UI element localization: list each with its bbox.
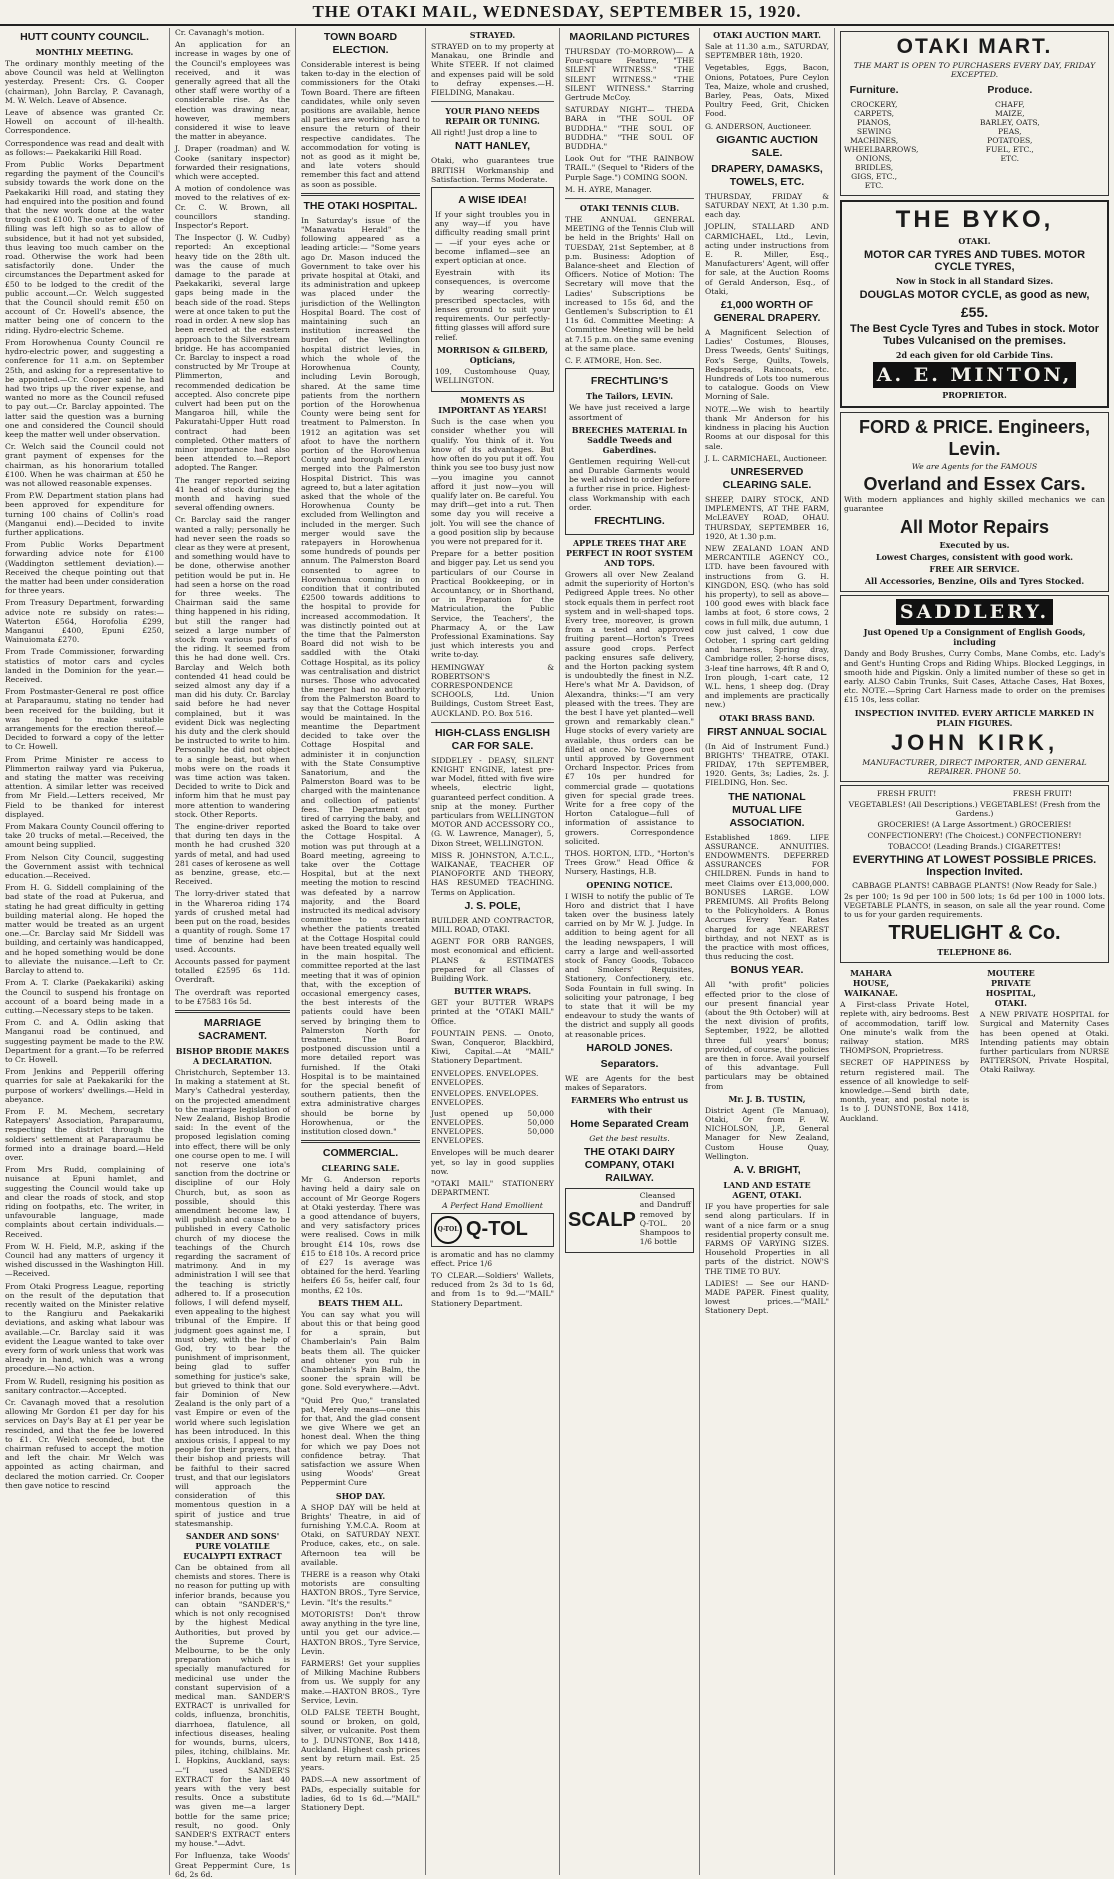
fruit-left: FRESH FRUIT! bbox=[876, 788, 937, 798]
moutere-col bbox=[980, 966, 1109, 1126]
mahara-heading: MAHARA HOUSE, WAIKANAE. bbox=[844, 968, 898, 999]
paragraph: From Public Works Department regarding the payment of the Council's subsidy towards the work done on the Paekakariki Hill road, and stating they had enquired into the position and found that the new work done at the water trough cost £100. The outer edge of the filling was left high so as to allow of subsidence, but it had not yet subsided, thus leaving too much camber on the road. Otherwise the work had been satisfactorily done. Under the circumstances the Department asked for £50 to be lodged to the credit of the public account.—Cr. Welch suggested that the Council should remit £50 on account of Cr. Howell's absence, the matter being one of concern to the riding. Hydro-electric Scheme. bbox=[5, 160, 164, 335]
scalp-name: SCALP bbox=[568, 1208, 636, 1231]
truelight-title: TRUELIGHT & Co. bbox=[888, 922, 1061, 945]
morrison-gilberd: MORRISON & GILBERD, Opticians, bbox=[437, 344, 548, 365]
column-1 bbox=[0, 28, 170, 1875]
paragraph: You can say what you will about this or that being good for a sprain, but Chamberlain's Pain Balm beats them all. The quicker and ohtener you rub in Chamberlain's Pain Balm, the sooner the sprain will be gone. Sold everywhere.—Advt. bbox=[301, 1309, 420, 1393]
moutere-heading: MOUTERE PRIVATE HOSPITAL, OTAKI. bbox=[985, 968, 1036, 1009]
paragraph: Cr. Cavanagh's motion. bbox=[175, 28, 265, 37]
produce-list: CHAFF, MAIZE, BARLEY, OATS, PEAS, POTATOES, FUEL, ETC., ETC. bbox=[979, 100, 1040, 163]
conf: CONFECTIONERY! (The Choicest.) CONFECTIONERY! bbox=[867, 830, 1082, 840]
qtol-badge-icon: Q-TOL bbox=[434, 1216, 462, 1244]
paragraph: THE ANNUAL GENERAL MEETING of the Tennis Club will be held in the Brights' Hall on TUESDAY, 21st September, at 8 p.m. Business: Adoption of Balance-sheet and Election of Officers. Notice of Motion: The Secretary will move that the Ladies' Subscriptions be increased to 15s 6d, and the Gentlemen's Subscription to £1 11s 6d. Committee Meeting: A Committee Meeting will be held at 7.15 p.m. on the same evening at the same place. bbox=[565, 215, 694, 353]
clearing-sale-heading: UNRESERVED CLEARING SALE. bbox=[722, 465, 812, 491]
paragraph: GET your BUTTER WRAPS printed at the "OTAKI MAIL" Office. bbox=[431, 998, 554, 1026]
paragraph: I WISH to notify the public of Te Horo and district that I have taken over the business lately carried on by Mr W. J. Judge. In addition to being agent for all the leading newspapers, I will carry a large and well-assorted stock of Fancy Goods, Tobacco and Smokers' Requisites, Stationery, Confectionery, etc. Soda Fountain in full swing. In soliciting your patronage, I beg to state that it will be my endeavour to study the wants of the district and supply all goods at reasonable prices. bbox=[565, 891, 694, 1039]
opening-heading: OPENING NOTICE. bbox=[586, 879, 673, 890]
paragraph: From Otaki Progress League, reporting on the result of the deputation that recently waited on the Minister relative to the Rangiuru and Paekakariki deviations, and asking what labour was available.—Cr. Barclay said it was evident the League wanted to take over every form of work unless that work was already in hand, which was a wrong procedure.—No action. bbox=[5, 1281, 164, 1374]
truelight-ad bbox=[840, 785, 1109, 964]
paragraph: Envelopes will be much dearer yet, so lay in good supplies now. bbox=[431, 1148, 554, 1176]
best-results: Get the best results. bbox=[589, 1134, 670, 1144]
land-agent: LAND AND ESTATE AGENT, OTAKI. bbox=[723, 1180, 811, 1201]
qtol-tag: A Perfect Hand Emollient bbox=[442, 1200, 543, 1210]
paragraph: A SHOP DAY will be held at Brights' Theatre, in aid of furnishing Y.M.C.A. Room at Otaki, on SATURDAY NEXT. Produce, cakes, etc., on sale. Afternoon tea will be available. bbox=[301, 1502, 420, 1567]
douglas: DOUGLAS MOTOR CYCLE, as good as new, bbox=[859, 289, 1090, 301]
ford-price-ad bbox=[840, 412, 1109, 592]
hutt-heading: HUTT COUNTY COUNCIL. bbox=[20, 31, 149, 43]
column-3 bbox=[296, 28, 426, 1875]
apple-heading: APPLE TREES THAT ARE PERFECT IN ROOT SYSTEM AND TOPS. bbox=[566, 537, 693, 568]
cream: Home Separated Cream bbox=[570, 1118, 689, 1131]
separators: Separators. bbox=[600, 1057, 659, 1070]
av-bright: A. V. BRIGHT, bbox=[733, 1164, 801, 1177]
paragraph: From Public Works Department forwarding advice note for £100 (Waddington settlement deviation).—Received the cheque pointing out that the matter had been under consideration for three years. bbox=[5, 540, 164, 596]
moments-heading: MOMENTS AS IMPORTANT AS YEARS! bbox=[438, 395, 547, 416]
paragraph: If your sight troubles you in any way—if you have difficulty reading small print— —if your eyes ache or become inflamed—see an expert optician at once. bbox=[435, 210, 550, 266]
paragraph: Just opened up 50,000 ENVELOPES. 50,000 ENVELOPES. 50,000 ENVELOPES. bbox=[431, 1108, 554, 1146]
paragraph: MOTORISTS! Don't throw away anything in the tyre line, until you get our advice.— HAXTON BROS., Tyre Service, Levin. bbox=[301, 1609, 420, 1656]
envelopes-list: ENVELOPES. ENVELOPES. ENVELOPES. bbox=[431, 1068, 539, 1087]
paragraph: From P.W. Department station plans had been approved for expenditure for turning 100 chains of Collin's road (Manganui end).—Decided to invite further applications. bbox=[5, 491, 164, 537]
paragraph: Cleansed and Dandruff removed by Q-TOL. 20 Shampoos to 1/6 bottle bbox=[639, 1191, 691, 1247]
paragraph: STRAYED on to my property at Manakau, one Brindle and White STEER. If not claimed and expenses paid will be sold to defray expenses.—H. FIELDING, Manakau. bbox=[431, 42, 554, 98]
paragraph: Look Out for "THE RAINBOW TRAIL." (Sequel to "Riders of the Purple Sage.") COMING SOON. bbox=[565, 154, 694, 182]
groc: GROCERIES! (A Large Assortment.) GROCERIES! bbox=[877, 819, 1072, 829]
paragraph: SATURDAY NIGHT— THEDA BARA in "THE SOUL OF BUDDHA." "THE SOUL OF BUDDHA." "THE SOUL OF BUDDHA." bbox=[565, 105, 694, 152]
auction-mart-heading: OTAKI AUCTION MART. bbox=[713, 30, 821, 40]
natt-hanley: NATT HANLEY, bbox=[454, 140, 531, 153]
paragraph: The overdraft was reported to be £7583 16s 5d. bbox=[175, 987, 290, 1006]
paragraph: From Treasury Department, forwarding advice note re subsidy on rates:—Waterton £564, Horofolia £299, Manganui £400, Epuni £250, Wainuiomata £270. bbox=[5, 598, 164, 645]
paragraph: 109, Customhouse Quay, WELLINGTON. bbox=[435, 366, 550, 386]
produce-col bbox=[980, 81, 1105, 192]
paragraph: (In Aid of Instrument Fund.) BRIGHTS' THEATRE, OTAKI. FRIDAY, 17th SEPTEMBER, 1920. Gents, 3s; Ladies, 2s. J. FIELDING, Hon. Sec. bbox=[705, 741, 829, 788]
frechtling-ad bbox=[565, 368, 694, 535]
paragraph: From W. H. Field, M.P., asking if the Council had any matters of urgency it wished discussed in the Washington Hill.—Received. bbox=[5, 1241, 164, 1279]
divider bbox=[301, 193, 420, 196]
paragraph: M. H. AYRE, Manager. bbox=[565, 184, 652, 194]
consign: Just Opened Up a Consignment of English Goods, including bbox=[863, 627, 1086, 648]
tob: TOBACCO! (Leading Brands.) CIGARETTES! bbox=[887, 841, 1061, 851]
strayed-heading: STRAYED. bbox=[469, 30, 516, 40]
paragraph: FOUNTAIN PENS. — Onoto, Swan, Conqueror, Blackbird, Kiwi, Capital.—At "MAIL" Stationery Department. bbox=[431, 1028, 554, 1066]
byko-otaki: OTAKI. bbox=[958, 236, 991, 246]
paragraph: Cr. Barclay said the ranger wanted a rally; personally he had never seen the roads so clear as they were at present, and something would have to be done, otherwise another petition would be put in. He had seen a horse on the road for three weeks. The Chairman said the same thing happened in his riding, but still the ranger had seized a large number of stock from various parts of the riding. It seemed from this he had done well. Crs. Barclay and Welch both contended 41 head could be seized almost any day if a man did his duty. Cr. Barclay said before he had never complained, but it was evident Dick was neglecting his duty and the clerk should be instructed to write to him. Personally he did not object to a single beast, but when mobs were on the roads it was time action was taken. Decided to write to Dick and inform him that he must pay more attention to wandering stock. Other Reports. bbox=[175, 515, 290, 819]
paragraph: All right! Just drop a line to bbox=[431, 128, 537, 138]
paragraph: From A. T. Clarke (Paekakariki) asking the Council to suspend his frontage on account of a board being made in a cutting.—Necessary steps to be taken. bbox=[5, 978, 164, 1015]
pole-heading: J. S. POLE, bbox=[464, 899, 521, 912]
paragraph: We have just received a large assortment of bbox=[569, 403, 690, 422]
everything: EVERYTHING AT LOWEST POSSIBLE PRICES. Inspection Invited. bbox=[852, 853, 1097, 878]
produce-heading: Produce. bbox=[987, 84, 1033, 96]
paragraph: THURSDAY (TO-MORROW)— A Four-square Feature, "THE SILENT WITNESS." "THE SILENT WITNESS." "THE SILENT WITNESS." Starring Gertrude McCoy. bbox=[565, 47, 694, 103]
brass-band: OTAKI BRASS BAND. bbox=[719, 712, 815, 723]
paragraph: Gentlemen requiring Well-cut and Durable Garments would be well advised to order before a further rise in price. Highest-class Workmanship with each order. bbox=[569, 456, 690, 512]
paragraph: Considerable interest is being taken to-day in the election of commissioners for the Otaki Town Board. There are fifteen candidates, while only seven positions are available, hence all parties are working hard to ensure the return of their respective candidates. The accommodation for voting is not as good as it might be, and late voters should remember this fact and attend as soon as possible. bbox=[301, 60, 420, 189]
paragraph: "Quid Pro Quo," translated pat, Merely means—one this for that, And the glad consent we give Where we get an honest deal. When the thing for which we pay Does not confidence betray. That satisfaction we assure When using Woods' Great Peppermint Cure bbox=[301, 1395, 420, 1488]
maoriland-heading: MAORILAND PICTURES bbox=[569, 31, 690, 43]
marriage-heading: MARRIAGE SACRAMENT. bbox=[198, 1016, 267, 1042]
fruit-right: FRESH FRUIT! bbox=[1012, 788, 1072, 798]
paragraph: District Agent (Te Manuao), Otaki, Or from F. W. NICHOLSON, J.P., General Manager for New Zealand, Custom House Quay, Wellington. bbox=[705, 1105, 829, 1161]
paragraph: Eyestrain with its consequences, is overcome by wearing correctly-prescribed spectacles, with lenses ground to suit your requirements. Our perfectly-fitting glasses will afford sure relief. bbox=[435, 268, 550, 342]
paragraph: Can be obtained from all chemists and stores. There is no reason for putting up with inferior brands, because you can obtain "SANDER'S," which is not only recognised by the highest Medical Authorities, but proved by the Supreme Court, Melbourne, to be the only preparation which is specially manufactured for medicinal use under the constant supervision of a medical man. SANDER'S EXTRACT is unrivalled for colds, influenza, bronchitis, diarrhoea, flatulence, all infectious diseases, healing for wounds, burns, ulcers, piles, itching, chilblains. Mr. I. Hopkins, Auckland, says:—"I used SANDER'S EXTRACT for the last 40 years with the very best results. Once a substitute was given me—a larger bottle for the same price; result, no good. Only SANDER'S EXTRACT enters my house."—Advt. bbox=[175, 1563, 290, 1849]
paragraph: Cr. Cavanagh moved that a resolution allowing Mr Gordon £1 per day for his services on Day's Bay at £1 per year be rescinded, and that the fee be lowered to £1. Cr. Welch seconded, but the chairman refused to accept the motion and left the chair. Mr Welch was appointed as acting chairman, and declared the motion carried. Cr. Cooper then gave notice to rescind bbox=[5, 1398, 164, 1490]
kirk-title: JOHN KIRK, bbox=[890, 729, 1059, 755]
fruit-row bbox=[844, 789, 1105, 798]
paragraph: Cr. Welch said the Council could not grant payment of expenses for the chairman, as his honorarium totalled £100. When he was chairman at £50 he was not allowed reasonable expenses. bbox=[5, 442, 164, 488]
paragraph: The lorry-driver stated that in the Whareroa riding 174 yards of crushed metal had been put on the road, besides a quantity of rough. Some 17 time of benzine had been used. Accounts. bbox=[175, 889, 290, 954]
paragraph: From Jenkins and Pepperill offering quarries for sale at Paekakariki for the purpose of workers' dwellings.—Held in abeyance. bbox=[5, 1067, 164, 1104]
paragraph: From H. G. Siddell complaining of the bad state of the road at Pukerua, and stating he had great difficulty in getting building material along. He hoped the matter would be treated as an urgent one.—Cr. Barclay said Mr Siddell was building, and certainly was handicapped, and he hoped something would be done to alleviate the nuisance.—Left to Cr. Barclay to attend to. bbox=[5, 883, 164, 976]
paragraph: From Mrs Rudd, complaining of nuisance at Epuni hamlet, and suggesting the Council would take up and clear the roads of stock, and stop riding on footpaths, etc. The writer, in unfavourable language, made complaints about certain individuals.—Received. bbox=[5, 1165, 164, 1239]
paragraph: IF you have properties for sale send along particulars. If in want of a nice farm or a snug residential property consult me. FARMS OF VARYING SIZES. Household Properties in all parts of the district. NOW'S THE TIME TO BUY. bbox=[705, 1202, 829, 1276]
paragraph: "OTAKI MAIL" STATIONERY DEPARTMENT. bbox=[431, 1179, 554, 1198]
paragraph: The ordinary monthly meeting of the above Council was held at Wellington yesterday. Present: Crs. G. Cooper (chairman), John Barclay, P. Cavanagh, M. W. Welch. Leave of Absence. bbox=[5, 59, 164, 105]
divider bbox=[175, 1010, 290, 1013]
paragraph: A motion of condolence was moved to the relatives of ex-Cr. C. W. Brown, all councillors standing. Inspector's Report. bbox=[175, 184, 290, 231]
masthead: THE OTAKI MAIL, WEDNESDAY, SEPTEMBER 15, 1920. bbox=[0, 0, 1114, 26]
butter-heading: BUTTER WRAPS. bbox=[453, 986, 532, 997]
paragraph: LADIES! — See our HAND-MADE PAPER. Finest quality, lowest prices.—"MAIL" Stationery Dept. bbox=[705, 1278, 829, 1316]
furniture-list: CROCKERY, CARPETS, PIANOS, SEWING MACHINES, WHEELBARROWS, ONIONS, BRIDLES, GIGS, ETC., ETC. bbox=[844, 100, 919, 190]
lowest: Lowest Charges, consistent with good work. bbox=[875, 552, 1074, 563]
paragraph: THURSDAY, FRIDAY & SATURDAY NEXT, At 1.30 p.m. each day. bbox=[705, 191, 829, 220]
proprietor: PROPRIETOR. bbox=[942, 390, 1007, 400]
paragraph: All "with profit" policies effected prior to the close of our present financial year (about the 9th October) will at the next division of profits, September, 1922, be allotted three full years' bonus; provided, of course, the policies are then in force. Avail yourself of this advantage. Full particulars may be obtained from bbox=[705, 980, 829, 1091]
air: FREE AIR SERVICE. bbox=[929, 564, 1020, 575]
paragraph: Such is the case when you consider whether you will qualify. You think of it. You know of its advantages. But how often do you put it off. You think you see too busy just now—you imagine you cannot afford it just now—you will qualify later on. Be careful. You may drift—get into a rut. Then some day you will receive a jolt. You will see the chance of a good position slip by because you were not prepared for it. bbox=[431, 417, 554, 546]
paragraph: J. L. CARMICHAEL, Auctioneer. bbox=[705, 453, 828, 463]
harold-jones: HAROLD JONES. bbox=[586, 1041, 673, 1054]
paragraph: Leave of absence was granted Cr. Howell on account of ill-health. Correspondence. bbox=[5, 108, 164, 136]
paragraph: From Postmaster-General re post office at Paraparaumu, stating no tender had been received for the building, but it was hoped to make suitable arrangements for the erection thereof.—Decided to forward a copy of the letter to Cr. Howell. bbox=[5, 687, 164, 752]
qtol-name: Q-TOL bbox=[466, 1218, 528, 1240]
divider bbox=[431, 722, 554, 723]
breeches: BREECHES MATERIAL In Saddle Tweeds and Gaberdines. bbox=[571, 424, 688, 455]
overland: Overland and Essex Cars. bbox=[863, 474, 1086, 494]
dairy-company: THE OTAKI DAIRY COMPANY, OTAKI RAILWAY. bbox=[584, 1146, 675, 1185]
column-6 bbox=[700, 28, 835, 1875]
paragraph: An application for an increase in wages by one of the Council's employees was received, and it was generally agreed that all the other staff were worthy of a considerable rise. As the election was drawing near, however, members considered it wise to leave the matter in abeyance. bbox=[175, 40, 290, 142]
paragraph: A NEW PRIVATE HOSPITAL for Surgical and Maternity Cases has been opened at Otaki. Intending patients may obtain further particulars from NURSE PATTERSON, Private Hospital, Otaki Railway. bbox=[979, 1010, 1109, 1075]
paragraph: Accounts passed for payment totalled £2595 6s 11d. Overdraft. bbox=[175, 956, 290, 985]
minton: A. E. MINTON, bbox=[873, 362, 1076, 388]
paragraph: From Horowhenua County Council re hydro-electric power, and suggesting a conference for 11 a.m. on September 25th, and asking for a representative to be appointed.—Cr. Cooper said he had had two trips up the river expense, and wanted no more as the Council refused to pay out.—Cr. Barclay appointed. The latter said the question was a burning one and considered the Council should keep the matter well under observation. bbox=[5, 337, 164, 439]
qtol-ad bbox=[431, 1213, 554, 1247]
paragraph: JOPLIN, STALLARD AND CARMICHAEL, Ltd., Levin, acting under instructions from E. R. Miller, Esq., Manufacturers' Agent, will offer for sale, at the Auction Rooms of Gerald Anderson, Esq., of Otaki, bbox=[705, 222, 829, 296]
tyres: MOTOR CAR TYRES AND TUBES. MOTOR CYCLE TYRES, bbox=[863, 249, 1086, 273]
paragraph: SECRET OF HAPPINESS by return registered mail. The essence of all knowledge to self-knowledge.—Send birth date, month, year, and postal note is 1s to J. DUNSTONE, Box 1418, Auckland. bbox=[840, 1058, 970, 1123]
telephone: TELEPHONE 86. bbox=[937, 947, 1012, 958]
column-2 bbox=[170, 28, 296, 1879]
national-mutual: THE NATIONAL MUTUAL LIFE ASSOCIATION. bbox=[728, 790, 806, 829]
paragraph: For Influenza, take Woods' Great Peppermint Cure, 1s 6d, 2s 6d. bbox=[175, 1851, 290, 1879]
bottom-row bbox=[840, 966, 1109, 1126]
paragraph: Prepare for a better position and bigger pay. Let us send you particulars of our Course in Practical Bookkeeping, or in Accountancy, or in Shorthand, or in Preparation for the Matriculation, the Public Service, the Teachers', the Pharmacy A, or the Law Professional Examinations. Say just which interests you and write to-day. bbox=[431, 549, 554, 660]
farmers: FARMERS Who entrust us with their bbox=[570, 1095, 689, 1116]
hutt-sub: MONTHLY MEETING. bbox=[35, 47, 134, 57]
paragraph: NOTE.—We wish to heartily thank Mr Anderson for his kindness in placing his Auction Rooms at our disposal for this sale. bbox=[705, 404, 829, 451]
paragraph: The engine-driver reported that during ten days in the month he had crushed 320 yards of metal, and had used 281 cases of kerosene as well as benzine, grease, etc.—Received. bbox=[175, 822, 290, 887]
kirk-sub: MANUFACTURER, DIRECT IMPORTER, AND GENERAL REPAIRER. PHONE 50. bbox=[862, 757, 1087, 776]
byko-title: THE BYKO, bbox=[895, 206, 1054, 233]
furniture-col bbox=[844, 81, 969, 192]
scalp-ad bbox=[565, 1188, 694, 1252]
saddlery-ad bbox=[840, 595, 1109, 781]
best-tyres: The Best Cycle Tyres and Tubes in stock. Motor Tubes Vulcanised on the premises. bbox=[850, 323, 1099, 347]
inspect: INSPECTION INVITED. EVERY ARTICLE MARKED IN PLAIN FIGURES. bbox=[854, 707, 1095, 728]
mart-sub: THE MART IS OPEN TO PURCHASERS EVERY DAY, FRIDAY EXCEPTED. bbox=[853, 61, 1096, 79]
paragraph: is aromatic and has no clammy effect. Price 1/6 bbox=[431, 1249, 554, 1268]
commercial-heading: COMMERCIAL. bbox=[322, 1147, 399, 1160]
paragraph: TO CLEAR.—Soldiers' Wallets, reduced from 2s 3d to 1s 6d, and from 1s to 9d.—"MAIL" Stationery Department. bbox=[431, 1270, 554, 1308]
paragraph: Dandy and Body Brushes, Curry Combs, Mane Combs, etc. Lady's and Gent's Hunting Crops and Riding Whips. Blocked Leggings, in smooth hide and Pigskin. Only a limited number of these so get in early. ALSO Cabin Trunks, Suit Cases, Attache Cases, Hat Boxes, etc. NOTE.—Spring Cart Harness made to order on the premises £15 10s, less collar. bbox=[844, 649, 1105, 705]
wise-idea-ad bbox=[431, 187, 554, 392]
paragraph: HEMINGWAY & ROBERTSON'S CORRESPONDENCE SCHOOLS, Ltd. Union Buildings, Custom Street East, AUCKLAND. P.O. Box 516. bbox=[431, 662, 554, 718]
paragraph: A First-class Private Hotel, replete with, airy bedrooms. Best of accommodation, tariff low. One minute's walk from the railway station. MRS THOMPSON, Proprietress. bbox=[840, 1000, 970, 1056]
marriage-sub: BISHOP BRODIE MAKES A DECLARATION. bbox=[175, 1045, 290, 1066]
bonus-year: BONUS YEAR. bbox=[730, 964, 804, 977]
price: £55. bbox=[960, 304, 989, 320]
paragraph: With modern appliances and highly skilled mechanics we can guarantee bbox=[844, 495, 1105, 514]
column-4 bbox=[426, 28, 560, 1875]
envelopes-list: ENVELOPES. ENVELOPES. ENVELOPES. bbox=[431, 1088, 539, 1107]
gigantic-heading: GIGANTIC AUCTION SALE. bbox=[716, 133, 818, 159]
clearing-sale-sub: CLEARING SALE. bbox=[321, 1163, 400, 1174]
frechtling-heading: FRECHTLING'S bbox=[590, 375, 669, 388]
paragraph: Mr G. Anderson reports having held a dairy sale on account of Mr George Rogers at Otaki yesterday. There was a good attendance of buyers, and very satisfactory prices were realised. Cows in milk brought £14 10s, rows dse £15 to £18 10s. A record price of £27 1s average was obtained for the herd. Yearling heifers £6 5s, heifer calf, four months, £2 10s. bbox=[301, 1175, 420, 1295]
paragraph: From Prime Minister re access to Plimmerton railway yard via Pukerua, and stating the matter was receiving attention. A similar letter was received from Mr Field.—Letters received, Mr Field to be thanked for interest displayed. bbox=[5, 754, 164, 819]
paragraph: MISS R. JOHNSTON, A.T.C.L., WAIKANAE, TEACHER OF PIANOFORTE AND THEORY, HAS RESUMED TEACHING. Terms on Application. bbox=[431, 850, 554, 897]
paragraph: Growers all over New Zealand admit the superiority of Horton's Pedigreed Apple trees. No other stock equals them in perfect root system and in well-shaped tops. Every tree, moreover, is grown from a tested and approved fruiting parent—Horton's Trees assure good crops. Perfect packing ensures safe delivery, and the Horton packing system is undoubtedly the finest in N.Z. Here's what Mr A. Davidson, of Alexandra, thinks:—"I am very pleased with the trees. They are the best I have yet planted—well grown and remarkably clean." Huge stocks of every variety are available, thus orders can be filled at once. No tree goes out until approved by Government Orchard Inspector. Prices from £7 10s per hundred for commercial grade — quotations given for special grade trees. Write for a free copy of the Horton Catalogue—full of information of assistance to growers. Correspondence solicited. bbox=[565, 569, 694, 846]
mahara-col bbox=[840, 966, 969, 1126]
paragraph: From F. M. Mechem, secretary Ratepayers' Association, Paraparaumu, respecting the district through the soldiers' settlement at Paraparaumu be formed into a drainage board.—Held over. bbox=[5, 1106, 164, 1162]
paragraph: BUILDER AND CONTRACTOR, MILL ROAD, OTAKI. bbox=[431, 915, 554, 935]
town-board-heading: TOWN BOARD ELECTION. bbox=[323, 31, 398, 56]
paragraph: THOS. HORTON, LTD., "Horton's Trees Grow." Head Office & Nursery, Hastings, H.B. bbox=[565, 849, 694, 877]
paragraph: SIDDELEY - DEASY, SILENT KNIGHT ENGINE, latest pre-war Model, fitted with five wire wheels, electric light, guaranteed perfect condition. A snip at the money. Further particulars from WELLINGTON MOTOR AND ACCESSORY CO., (G. W. Lawrence, Manager), 5, Dixon Street, WELLINGTON. bbox=[431, 755, 554, 848]
tustin: Mr. J. B. TUSTIN, bbox=[728, 1093, 806, 1104]
saddlery-title: SADDLERY. bbox=[896, 599, 1053, 625]
shop-day-heading: SHOP DAY. bbox=[335, 1490, 386, 1501]
exec: Executed by us. bbox=[939, 540, 1010, 551]
repairs: All Motor Repairs bbox=[899, 517, 1050, 538]
wise-heading: A WISE IDEA! bbox=[458, 194, 527, 207]
paragraph: SHEEP, DAIRY STOCK, AND IMPLEMENTS, AT THE FARM, McLEAVEY ROAD, OHAU. THURSDAY, SEPTEMBER 16, 1920, At 1.30 p.m. bbox=[705, 494, 829, 541]
paragraph: FARMERS! Get your supplies of Milking Machine Rubbers from us. We supply for any make.—HAXTON BROS., Tyre Service, Levin. bbox=[301, 1658, 420, 1705]
piano-heading: YOUR PIANO NEEDS REPAIR OR TUNING. bbox=[445, 106, 540, 127]
general-drapery: £1,000 WORTH OF GENERAL DRAPERY. bbox=[713, 299, 821, 325]
paragraph: Vegetables, Eggs, Bacon, Onions, Potatoes, Pure Ceylon Tea, Maize, whole and crushed, Barley, Peas, Oats, Mixed Poultry Feed, Grit, Chicken Food. bbox=[705, 63, 829, 119]
drapery-heading: DRAPERY, DAMASKS, TOWELS, ETC. bbox=[711, 162, 823, 188]
paragraph: Sale at 11.30 a.m., SATURDAY, SEPTEMBER 18th, 1920. bbox=[705, 42, 829, 61]
mart-two-col bbox=[844, 81, 1105, 192]
furniture-heading: Furniture. bbox=[849, 84, 899, 96]
paragraph: In Saturday's issue of the "Manawatu Herald" the following appeared as a leading article:— "Some years ago Dr. Mason induced the Government to take over his private hospital at Otaki, and its administration and upkeep was placed under the jurisdiction of the Wellington Hospital Board. The cost of maintaining such an institution increased the burden of the Wellington hospital district levies, in which the whole of the Horowhenua County, including Levin Borough, shared. At the same time patients from the northern portion of the Horowhenua County were being sent for treatment to Palmerston. In 1912 an agitation was set afoot to have the northern portion of the Horowhenua County and borough of Levin merged into the Palmerston Hospital District. This was agreed to, but a later agitation asked that the whole of the Horowhenua County be excluded from Wellington and included in the merger. Such merger would save the ratepayers in Horowhenua some hundreds of pounds per annum. The Palmerston Board consented to agree to Horowhenua coming in on condition that it contributed £2500 towards additions to the hospital to provide for increased accommodation. It was distinctly pointed out at the time that the Palmerston Board did not wish to be saddled with the Otaki Cottage Hospital, as its policy was centralisation and district nurses. Those who advocated the merger had no authority from the Palmerston Board to say that the Cottage Hospital would be maintained. In the meantime the Department decided to take over the Cottage Hospital and administer it in conjunction with the State Consumptive Sanatorium, and the Palmerston Board was to be charged with the maintenance and collection of patients' fees. The Department got tired of carrying the baby, and asked the Board to take over the Cottage Hospital. A motion was put through at a Board meeting, agreeing to take over the Cottage Hospital, but at the next meeting the motion to rescind was defeated by a narrow majority, and the Board instructed its medical advisory committee to ascertain whether the patients treated at the Cottage Hospital could have been treated equally well in the main hospital. The committee reported at the last meeting that it was of opinion that, with the exception of occasional emergency cases, the best interests of the patients could have been served by bringing them to Palmerston North for treatment. The Board postponed discussion until a more detailed report was furnished. If the Otaki Hospital is to be maintained for the special benefit of southern patients, then the extra administrative charges should be borne by Horowhenua, or the institution closed down." bbox=[301, 215, 420, 1136]
paragraph: AGENT FOR ORB RANGES, most economical and efficient. PLANS & ESTIMATES prepared for all Classes of Building Work. bbox=[431, 937, 554, 984]
agents: We are Agents for the FAMOUS bbox=[911, 462, 1038, 471]
paragraph: From W. Rudell, resigning his position as sanitary contractor.—Accepted. bbox=[5, 1376, 164, 1395]
first-annual-social: FIRST ANNUAL SOCIAL bbox=[707, 725, 827, 738]
column-7 bbox=[835, 28, 1114, 1875]
paragraph: Otaki, who guarantees true BRITISH Workmanship and Satisfaction. Terms Moderate. bbox=[431, 156, 554, 184]
paragraph: 2s per 100; 1s 9d per 100 in 500 lots; 1s 6d per 100 in 1000 lots. VEGETABLE PLANTS, in season, on sale all the year round. Come to us for your garden requirements. bbox=[844, 891, 1105, 920]
ford-price-title: FORD & PRICE. Engineers, Levin. bbox=[858, 417, 1091, 459]
otaki-mart-title: OTAKI MART. bbox=[896, 35, 1053, 58]
byko-ad bbox=[840, 200, 1109, 408]
paragraph: The Inspector (J. W. Cudby) reported: An exceptional heavy tide on the 28th ult. was the cause of much damage to the parade at Paekakariki, several large gaps being made in the beach side of the road. Steps were at once taken to put the road in order. A new slop has been erected at the eastern approach to the Silverstream bridge. He has accompanied Cr. Barclay to inspect a road constructed by Mr Troupe at Plimmerton, and recommended dedication be accepted. Also concrete pipe culvert had been put on the Mangaroa hill, while the Pakuratahi-Upper Hutt road contract had been completed. Other matters of minor importance had also been attended to.—Report adopted. The Ranger. bbox=[175, 233, 290, 473]
paragraph: THERE is a reason why Otaki motorists are consulting HAXTON BROS., Tyre Service, Levin. "It's the results." bbox=[301, 1570, 420, 1607]
paragraph: Established 1869. LIFE ASSURANCE. ANNUITIES. ENDOWMENTS. DEFERRED ASSURANCES FOR CHILDREN. Funds in hand to meet Claims over £13,000,000. BONUSES LARGE. LOW PREMIUMS. All Profits Belong to the Policyholders. A Bonus Accrues Every Year. Rates charged for age NEAREST birthday, and not NEXT as is the practice with most offices, thus reducing the cost. bbox=[705, 832, 829, 962]
tennis-heading: OTAKI TENNIS CLUB. bbox=[579, 203, 680, 214]
otaki-mart-ad bbox=[840, 31, 1109, 196]
divider bbox=[565, 198, 694, 199]
sander-heading: SANDER AND SONS' PURE VOLATILE EUCALYPTI EXTRACT bbox=[183, 1531, 282, 1562]
veg: VEGETABLES! (All Descriptions.) VEGETABLES! (Fresh from the Gardens.) bbox=[848, 799, 1101, 818]
paragraph: The ranger reported seizing 41 head of stock during the month and having sued several offending owners. bbox=[175, 475, 290, 513]
tailors: The Tailors, LEVIN. bbox=[586, 391, 673, 402]
paragraph: Correspondence was read and dealt with as follows:— Paekakariki Hill Road. bbox=[5, 138, 164, 157]
accessories: All Accessories, Benzine, Oils and Tyres Stocked. bbox=[864, 576, 1085, 587]
paragraph: From C. and A. Odlin asking that Manganui road be continued, and suggesting payment be made to the P.W. Department for a grant.—To be referred to Cr. Howell. bbox=[5, 1018, 164, 1064]
hospital-heading: THE OTAKI HOSPITAL. bbox=[303, 199, 418, 212]
paragraph: C. F. ATMORE, Hon. Sec. bbox=[565, 356, 662, 366]
paragraph: NEW ZEALAND LOAN AND MERCANTILE AGENCY CO., LTD. have been favoured with instructions from G. H. KINGDON, ESQ. (who has sold his property), to sell as above— 100 good ewes with black face lambs at foot, 6 store cows, 2 cows in full milk, due autumn, 1 cow just calved, 1 cow due October, 1 spring cart gelding and harness, Spring dray, Cambridge roller, 2-horse discs, 3-leaf tine harrows, 4ft R and O, Iron plough, 1-cart cate, 12 W.L. hens, 1 sheep dog. (Dray and implements are practically new.) bbox=[705, 543, 829, 710]
paragraph: From Makara County Council offering to take 20 trucks of metal.—Received, the amount being supplied. bbox=[5, 822, 164, 850]
paragraph: J. Draper (roadman) and W. Cooke (sanitary inspector) forwarded their resignations, which were accepted. bbox=[175, 144, 290, 182]
divider bbox=[301, 1140, 420, 1143]
paragraph: From Trade Commissioner, forwarding statistics of motor cars and cycles landed in the Dominion for the year.—Received. bbox=[5, 647, 164, 684]
column-5 bbox=[560, 28, 700, 1875]
paragraph: From Nelson City Council, suggesting the Government assist with technical education.—Received. bbox=[5, 852, 164, 881]
car-heading: HIGH-CLASS ENGLISH CAR FOR SALE. bbox=[435, 726, 550, 752]
paragraph: PADS.—A new assortment of PADs, especially suitable for ladies, 6d to 1s 6d.—"MAIL" Stationery Dept. bbox=[301, 1775, 420, 1812]
carbide: 2d each given for old Carbide Tins. bbox=[895, 350, 1054, 360]
paragraph: Christchurch, September 13. In making a statement at St. Mary's Cathedral yesterday, on the projected amendment to the marriage legislation of New Zealand, Bishop Brodie said: In the event of the proposed legislation coming into effect, there will be only one course open to me. I will not reserve one iota's sanction from the doctrine or discipline of our Holy Church, but, as soon as possible, should this amendment become law, I will publish and cause to be published in every Catholic church of my diocese the teachings of the Church regarding the sacrament of matrimony. And in my administration I will see that the teaching is strictly adhered to. If a prosecution follows, I will defend myself, even appealing to the highest tribunal of the Empire. If judgment goes against me, I must obey, with the help of God, try to bear the punishment of imprisonment, being glad to suffer something for justice's sake, but grieved to think that our fair Dominion of New Zealand is the only part of a vast Empire or even of the world where such legislation has been introduced. In this anxious crisis, I appeal to my people for their prayers, that their bishop and priests will be faithful to their sacred trust, and that our legislators will approach the consideration of this momentous question in a spirit of justice and true statesmanship. bbox=[175, 1067, 290, 1528]
cabbage: CABBAGE PLANTS! CABBAGE PLANTS! (Now Ready for Sale.) bbox=[852, 880, 1097, 890]
beats-heading: BEATS THEM ALL. bbox=[318, 1297, 403, 1308]
paragraph: OLD FALSE TEETH Bought, sound or broken, on gold, silver, or vulcanite. Post them to J. DUNSTONE, Box 1418, Auckland. Highest cash prices sent by return mail. Est. 25 years. bbox=[301, 1707, 420, 1773]
frechtling-sign: FRECHTLING. bbox=[594, 514, 665, 527]
divider bbox=[431, 101, 554, 102]
stock: Now in Stock in all Standard Sizes. bbox=[895, 276, 1054, 286]
paragraph: WE are Agents for the best makes of Separators. bbox=[565, 1073, 694, 1093]
paragraph: G. ANDERSON, Auctioneer. bbox=[705, 121, 812, 131]
paragraph: A Magnificent Selection of Ladies' Costumes, Blouses, Dress Tweeds, Gents' Suitings, Fox's Serge, Quilts, Towels, Bedspreads, Raincoats, etc. Hundreds of Lots too numerous to catalogue. Goods on View Morning of Sale. bbox=[705, 328, 829, 402]
